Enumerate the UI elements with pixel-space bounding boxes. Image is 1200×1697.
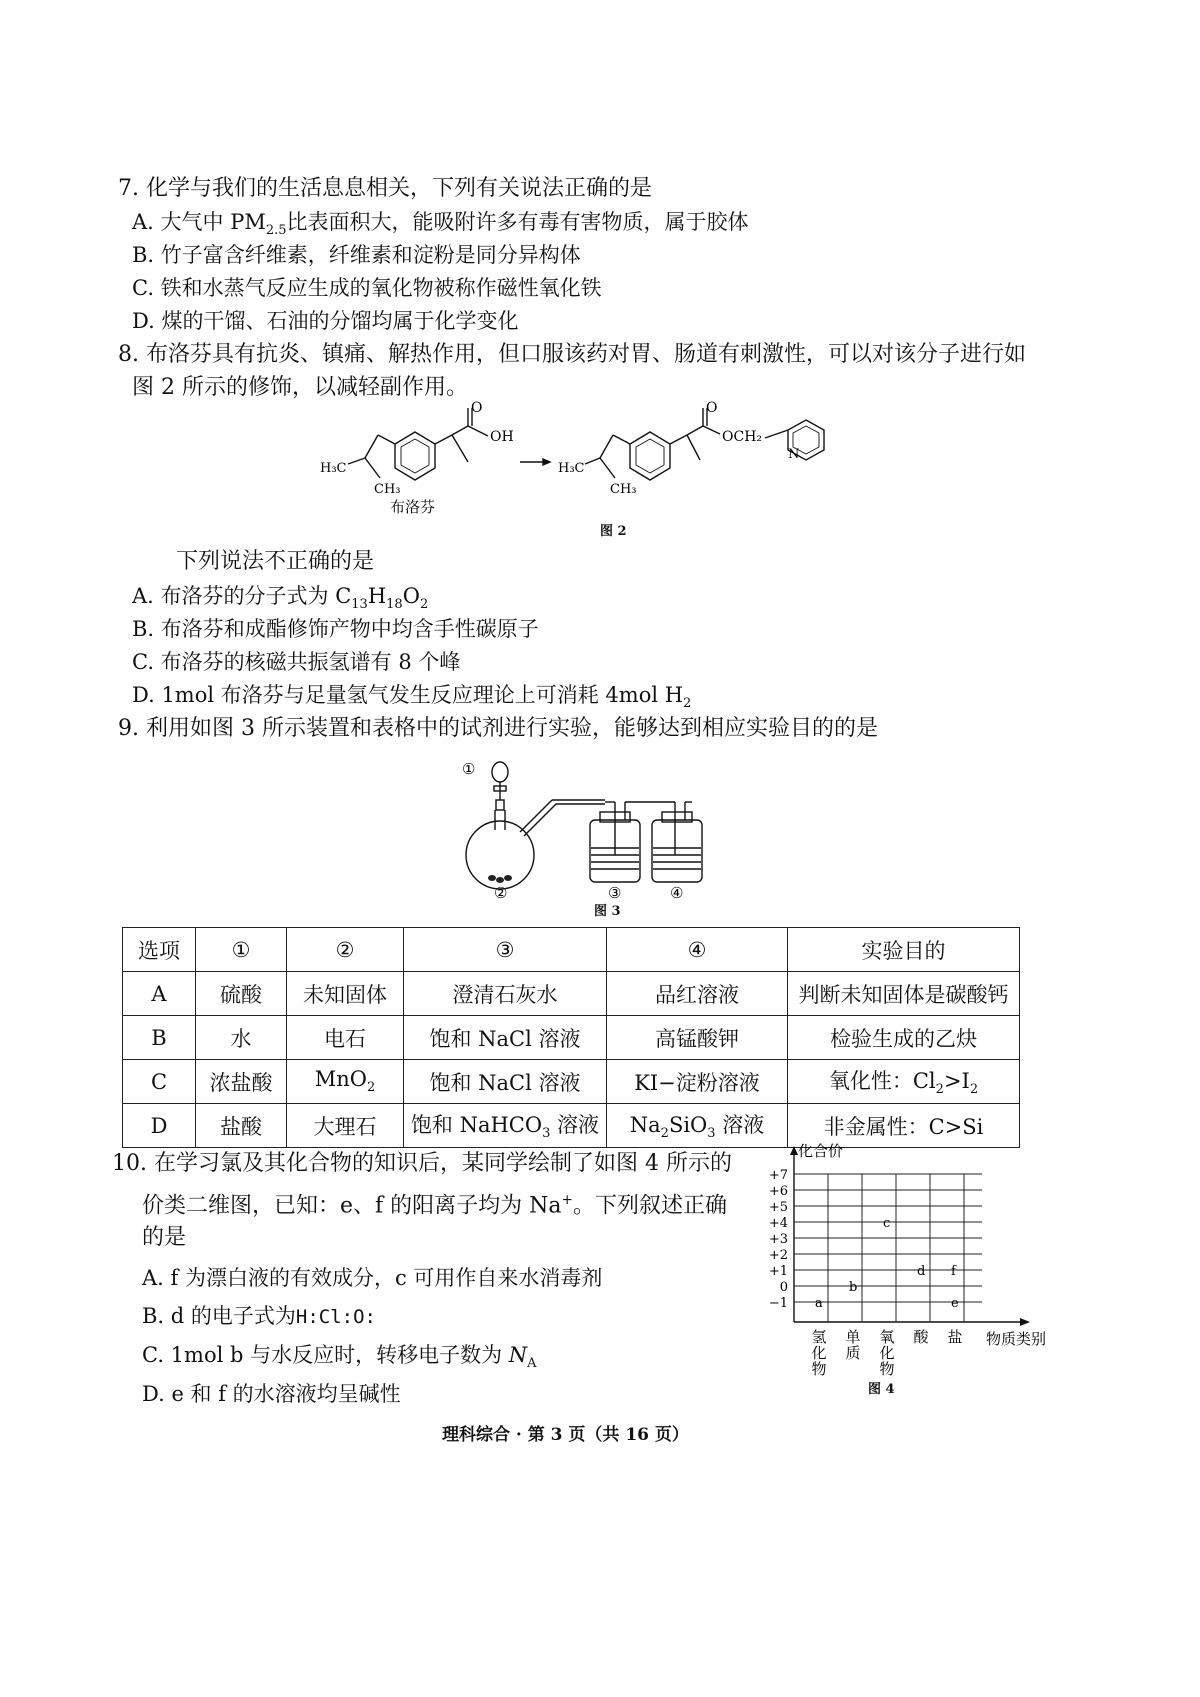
x-tick-label: 盐 xyxy=(947,1328,963,1346)
fig2-right-h3c: H₃C xyxy=(558,461,585,476)
fig2-left-o: O xyxy=(471,400,483,416)
table-cell: 饱和 NaCl 溶液 xyxy=(404,1016,607,1060)
table-cell: 氧化性：$Cl_2>I_2$ xyxy=(788,1060,1020,1104)
q9-reagent-table xyxy=(122,927,1020,1148)
table-header: ④ xyxy=(607,928,788,972)
fig2-left-ch3: CH₃ xyxy=(374,482,401,497)
table-cell: 饱和 NaHCO$_3$ 溶液 xyxy=(404,1104,607,1148)
table-cell: 盐酸 xyxy=(196,1104,287,1148)
figure-3-caption: 图 3 xyxy=(594,904,621,919)
table-cell: 检验生成的乙炔 xyxy=(788,1016,1020,1060)
table-row xyxy=(123,972,1020,1016)
table-cell: 浓盐酸 xyxy=(196,1060,287,1104)
q8-stem-line1: 8. 布洛芬具有抗炎、镇痛、解热作用，但口服该药对胃、肠道有刺激性，可以对该分子进行如 xyxy=(118,342,1026,367)
point-b: b xyxy=(849,1280,858,1295)
fig2-left-oh: OH xyxy=(490,429,514,445)
table-cell: 品红溶液 xyxy=(607,972,788,1016)
table-cell: 判断未知固体是碳酸钙 xyxy=(788,972,1020,1016)
x-tick-label: 化 xyxy=(879,1344,895,1362)
figure-2-caption: 图 2 xyxy=(600,524,627,539)
figure-4-valence-class-chart xyxy=(730,1140,1047,1390)
y-tick-label: 0 xyxy=(779,1280,788,1295)
y-tick-label: +7 xyxy=(768,1168,788,1183)
q10-option-a: A. f 为漂白液的有效成分，c 可用作自来水消毒剂 xyxy=(142,1266,603,1290)
table-header: ② xyxy=(287,928,404,972)
q8-stem-line2: 图 2 所示的修饰，以减轻副作用。 xyxy=(132,375,468,400)
table-header-row xyxy=(123,928,1020,972)
table-header: 实验目的 xyxy=(788,928,1020,972)
q7-option-c: C. 铁和水蒸气反应生成的氧化物被称作磁性氧化铁 xyxy=(132,276,602,300)
table-cell: 大理石 xyxy=(287,1104,404,1148)
q10-stem-line3: 的是 xyxy=(142,1225,187,1250)
q7-option-d: D. 煤的干馏、石油的分馏均属于化学变化 xyxy=(132,309,519,333)
y-tick-label: +4 xyxy=(768,1216,788,1231)
table-row xyxy=(123,1060,1020,1104)
fig2-right-o: O xyxy=(706,400,718,416)
fig2-left-h3c: H₃C xyxy=(320,461,347,476)
x-axis-arrow xyxy=(1020,1318,1030,1326)
x-tick-label: 物 xyxy=(811,1360,827,1378)
q8-option-a: A. 布洛芬的分子式为 $C_{13}H_{18}O_2$ xyxy=(132,584,429,613)
point-f: f xyxy=(951,1264,956,1279)
fig3-label-3: ③ xyxy=(608,884,622,902)
point-c: c xyxy=(883,1216,891,1231)
table-cell: D xyxy=(123,1104,196,1148)
q10-option-b: B. d 的电子式为H:Cl:O: xyxy=(142,1304,376,1328)
x-tick-label: 氢 xyxy=(811,1328,827,1346)
x-tick-label: 质 xyxy=(845,1344,861,1362)
q10-stem-line2: 价类二维图，已知：e、f 的阳离子均为 Na+。下列叙述正确 xyxy=(142,1192,727,1219)
point-e: e xyxy=(951,1296,959,1311)
q10-option-d: D. e 和 f 的水溶液均呈碱性 xyxy=(142,1382,401,1406)
y-tick-label: +2 xyxy=(768,1248,788,1263)
fig2-right-och2: OCH₂ xyxy=(722,429,763,445)
x-tick-label: 单 xyxy=(845,1328,861,1346)
table-cell: 高锰酸钾 xyxy=(607,1016,788,1060)
x-tick-label: 物 xyxy=(879,1360,895,1378)
table-header: ① xyxy=(196,928,287,972)
table-row xyxy=(123,1016,1020,1060)
table-cell: 硫酸 xyxy=(196,972,287,1016)
fig2-left-name: 布洛芬 xyxy=(390,498,436,516)
fig2-right-ch3: CH₃ xyxy=(610,482,637,497)
table-cell: A xyxy=(123,972,196,1016)
q8-option-b: B. 布洛芬和成酯修饰产物中均含手性碳原子 xyxy=(132,617,539,641)
fig2-pyridine-n: N xyxy=(788,447,800,462)
q10-stem-line1: 10. 在学习氯及其化合物的知识后，某同学绘制了如图 4 所示的 xyxy=(112,1151,732,1176)
table-cell: B xyxy=(123,1016,196,1060)
q7-stem: 7. 化学与我们的生活息息相关，下列有关说法正确的是 xyxy=(118,176,652,201)
q8-option-d: D. 1mol 布洛芬与足量氢气发生反应理论上可消耗 4mol $H_2$ xyxy=(132,683,692,712)
y-tick-label: +6 xyxy=(768,1184,788,1199)
q8-option-c: C. 布洛芬的核磁共振氢谱有 8 个峰 xyxy=(132,650,461,674)
table-cell: 未知固体 xyxy=(287,972,404,1016)
page-footer: 理科综合 · 第 3 页（共 16 页） xyxy=(442,1425,689,1445)
table-cell: 澄清石灰水 xyxy=(404,972,607,1016)
x-tick-label: 氧 xyxy=(879,1328,895,1346)
q10-option-c: C. 1mol b 与水反应时，转移电子数为 $N_A$ xyxy=(142,1343,537,1372)
table-cell: C xyxy=(123,1060,196,1104)
table-cell: KI−淀粉溶液 xyxy=(607,1060,788,1104)
point-a: a xyxy=(815,1296,823,1311)
y-axis-label: 化合价 xyxy=(798,1142,844,1160)
y-tick-label: +3 xyxy=(768,1232,788,1247)
figure-3-apparatus xyxy=(460,760,740,900)
q9-stem: 9. 利用如图 3 所示装置和表格中的试剂进行实验，能够达到相应实验目的的是 xyxy=(118,716,878,741)
q7-option-b: B. 竹子富含纤维素，纤维素和淀粉是同分异构体 xyxy=(132,243,581,267)
q7-option-a: A. 大气中 $PM_{2.5}$比表面积大，能吸附许多有毒有害物质，属于胶体 xyxy=(132,210,749,239)
x-tick-label: 化 xyxy=(811,1344,827,1362)
table-cell: 非金属性：C>Si xyxy=(788,1104,1020,1148)
x-axis-label: 物质类别 xyxy=(986,1330,1047,1348)
fig3-label-2: ② xyxy=(494,884,508,902)
figure-2-ibuprofen-structure xyxy=(310,400,850,540)
table-header: 选项 xyxy=(123,928,196,972)
y-axis-arrow xyxy=(790,1146,798,1155)
table-cell: $Na_2SiO_3$ 溶液 xyxy=(607,1104,788,1148)
fig3-label-4: ④ xyxy=(670,884,684,902)
table-cell: MnO$_2$ xyxy=(287,1060,404,1104)
hclo-electron-formula: H:Cl:O: xyxy=(295,1306,376,1328)
q8-prompt: 下列说法不正确的是 xyxy=(176,549,375,574)
figure-4-caption: 图 4 xyxy=(868,1382,895,1397)
x-tick-label: 酸 xyxy=(913,1328,929,1346)
table-cell: 电石 xyxy=(287,1016,404,1060)
fig3-label-1: ① xyxy=(462,760,476,778)
y-tick-label: +1 xyxy=(768,1264,788,1279)
y-tick-label: −1 xyxy=(768,1296,788,1311)
table-cell: 饱和 NaCl 溶液 xyxy=(404,1060,607,1104)
table-cell: 水 xyxy=(196,1016,287,1060)
table-header: ③ xyxy=(404,928,607,972)
point-d: d xyxy=(917,1264,926,1279)
y-tick-label: +5 xyxy=(768,1200,788,1215)
